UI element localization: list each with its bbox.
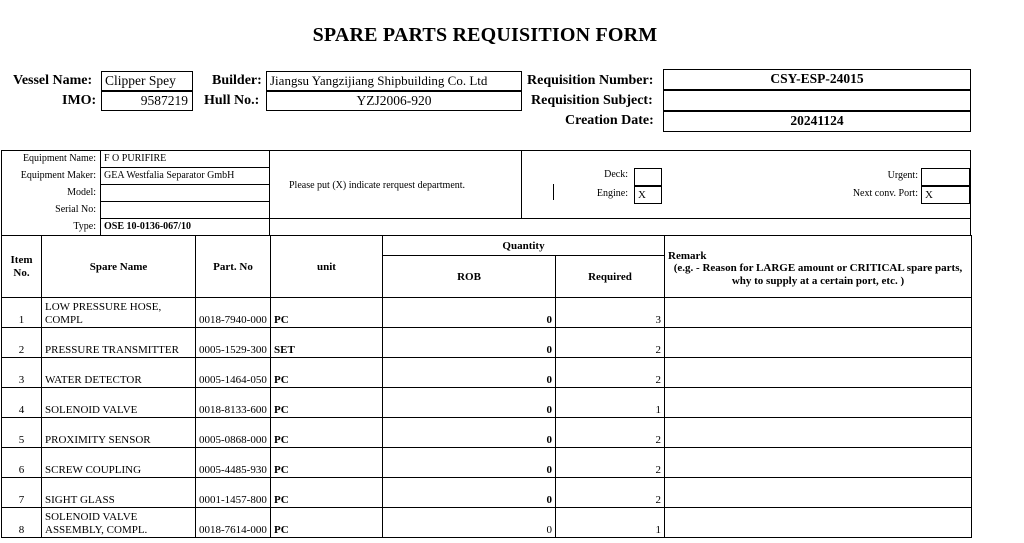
- cell-remark[interactable]: [665, 358, 972, 388]
- cell-required[interactable]: 2: [556, 478, 665, 508]
- cell-spare-name: PRESSURE TRANSMITTER: [42, 328, 196, 358]
- remark-note: (e.g. - Reason for LARGE amount or CRITICAL spare parts, why to supply at a certain port, etc. ): [673, 261, 963, 287]
- cell-spare-name: SIGHT GLASS: [42, 478, 196, 508]
- hull-no-field[interactable]: YZJ2006-920: [266, 91, 522, 111]
- form-title: SPARE PARTS REQUISITION FORM: [312, 24, 658, 46]
- equipment-name-field[interactable]: F O PURIFIRE: [104, 153, 167, 164]
- urgent-label: Urgent:: [887, 170, 918, 181]
- urgent-checkbox[interactable]: [921, 168, 970, 186]
- cell-item: 3: [2, 358, 42, 388]
- deck-checkbox[interactable]: [634, 168, 662, 186]
- instruction-divider: [553, 184, 554, 200]
- table-row[interactable]: [2, 478, 972, 508]
- vessel-name-field[interactable]: Clipper Spey: [101, 71, 193, 91]
- cell-unit: PC: [271, 418, 383, 448]
- model-label: Model:: [67, 187, 96, 198]
- cell-unit: PC: [271, 508, 383, 538]
- table-row[interactable]: [2, 448, 972, 478]
- type-field[interactable]: OSE 10-0136-067/10: [104, 221, 191, 232]
- cell-rob[interactable]: 0: [383, 358, 556, 388]
- cell-part-no: 0005-1464-050: [196, 358, 271, 388]
- cell-unit: PC: [271, 388, 383, 418]
- table-row[interactable]: [2, 298, 972, 328]
- cell-item: 6: [2, 448, 42, 478]
- table-row[interactable]: [2, 328, 972, 358]
- cell-rob[interactable]: 0: [383, 388, 556, 418]
- cell-required[interactable]: 2: [556, 328, 665, 358]
- requisition-number-label: Requisition Number:: [527, 73, 654, 88]
- cell-remark[interactable]: [665, 508, 972, 538]
- cell-rob[interactable]: 0: [383, 478, 556, 508]
- cell-spare-name: LOW PRESSURE HOSE, COMPL: [42, 298, 196, 328]
- cell-part-no: 0005-1529-300: [196, 328, 271, 358]
- cell-required[interactable]: 2: [556, 358, 665, 388]
- col-spare-name: Spare Name: [42, 236, 196, 298]
- cell-unit: PC: [271, 448, 383, 478]
- equipment-line: [100, 201, 269, 202]
- cell-item: 8: [2, 508, 42, 538]
- cell-spare-name: SCREW COUPLING: [42, 448, 196, 478]
- cell-spare-name: SOLENOID VALVE ASSEMBLY, COMPL.: [42, 508, 196, 538]
- next-port-checkbox[interactable]: X: [921, 186, 970, 204]
- cell-item: 1: [2, 298, 42, 328]
- cell-rob[interactable]: 0: [383, 508, 556, 538]
- cell-rob[interactable]: 0: [383, 328, 556, 358]
- cell-rob[interactable]: 0: [383, 298, 556, 328]
- spare-parts-table: [1, 235, 972, 538]
- builder-label: Builder:: [212, 73, 262, 88]
- cell-part-no: 0018-8133-600: [196, 388, 271, 418]
- equipment-divider: [521, 150, 522, 218]
- equipment-name-label: Equipment Name:: [22, 153, 96, 164]
- cell-remark[interactable]: [665, 388, 972, 418]
- imo-field[interactable]: 9587219: [101, 91, 193, 111]
- cell-spare-name: PROXIMITY SENSOR: [42, 418, 196, 448]
- requisition-subject-field[interactable]: [663, 90, 971, 111]
- col-remark: [665, 236, 972, 298]
- deck-label: Deck:: [604, 169, 628, 180]
- table-row[interactable]: [2, 418, 972, 448]
- cell-remark[interactable]: [665, 298, 972, 328]
- requisition-subject-label: Requisition Subject:: [531, 93, 653, 108]
- imo-label: IMO:: [62, 93, 97, 108]
- vessel-name-label: Vessel Name:: [13, 73, 93, 88]
- remark-title: Remark: [668, 249, 707, 262]
- hull-no-label: Hull No.:: [204, 93, 260, 108]
- cell-rob[interactable]: 0: [383, 418, 556, 448]
- table-row[interactable]: [2, 388, 972, 418]
- equipment-line: [269, 150, 521, 151]
- cell-rob[interactable]: 0: [383, 448, 556, 478]
- equipment-line: [100, 167, 269, 168]
- engine-label: Engine:: [596, 188, 628, 199]
- equipment-maker-label: Equipment Maker:: [20, 170, 96, 181]
- serial-no-label: Serial No:: [55, 204, 96, 215]
- cell-part-no: 0005-0868-000: [196, 418, 271, 448]
- cell-remark[interactable]: [665, 448, 972, 478]
- type-label: Type:: [73, 221, 96, 232]
- cell-item: 7: [2, 478, 42, 508]
- cell-spare-name: WATER DETECTOR: [42, 358, 196, 388]
- col-unit: unit: [271, 236, 383, 298]
- cell-item: 4: [2, 388, 42, 418]
- cell-unit: PC: [271, 298, 383, 328]
- equipment-maker-field[interactable]: GEA Westfalia Separator GmbH: [104, 170, 235, 181]
- cell-required[interactable]: 1: [556, 388, 665, 418]
- cell-remark[interactable]: [665, 418, 972, 448]
- col-part-no: Part. No: [196, 236, 271, 298]
- cell-item: 2: [2, 328, 42, 358]
- builder-field[interactable]: Jiangsu Yangzijiang Shipbuilding Co. Ltd: [266, 71, 522, 91]
- col-rob: ROB: [383, 256, 556, 298]
- cell-part-no: 0018-7614-000: [196, 508, 271, 538]
- cell-remark[interactable]: [665, 478, 972, 508]
- cell-required[interactable]: 2: [556, 418, 665, 448]
- cell-part-no: 0001-1457-800: [196, 478, 271, 508]
- equipment-line: [100, 184, 269, 185]
- request-instruction: Please put (X) indicate rerquest department.: [289, 180, 466, 191]
- equipment-divider: [269, 150, 270, 235]
- cell-required[interactable]: 2: [556, 448, 665, 478]
- cell-required[interactable]: 1: [556, 508, 665, 538]
- cell-remark[interactable]: [665, 328, 972, 358]
- equipment-line: [100, 218, 970, 219]
- cell-unit: PC: [271, 478, 383, 508]
- next-port-label: Next conv. Port:: [852, 188, 918, 199]
- creation-date-field[interactable]: 20241124: [663, 111, 971, 132]
- cell-unit: SET: [271, 328, 383, 358]
- engine-checkbox[interactable]: X: [634, 186, 662, 204]
- cell-unit: PC: [271, 358, 383, 388]
- creation-date-label: Creation Date:: [565, 113, 654, 128]
- cell-required[interactable]: 3: [556, 298, 665, 328]
- cell-item: 5: [2, 418, 42, 448]
- cell-part-no: 0018-7940-000: [196, 298, 271, 328]
- table-row[interactable]: [2, 508, 972, 538]
- table-row[interactable]: [2, 358, 972, 388]
- col-item-no: Item No.: [2, 236, 42, 298]
- cell-spare-name: SOLENOID VALVE: [42, 388, 196, 418]
- requisition-number-field[interactable]: CSY-ESP-24015: [663, 69, 971, 90]
- cell-part-no: 0005-4485-930: [196, 448, 271, 478]
- col-quantity: Quantity: [383, 236, 665, 256]
- col-required: Required: [556, 256, 665, 298]
